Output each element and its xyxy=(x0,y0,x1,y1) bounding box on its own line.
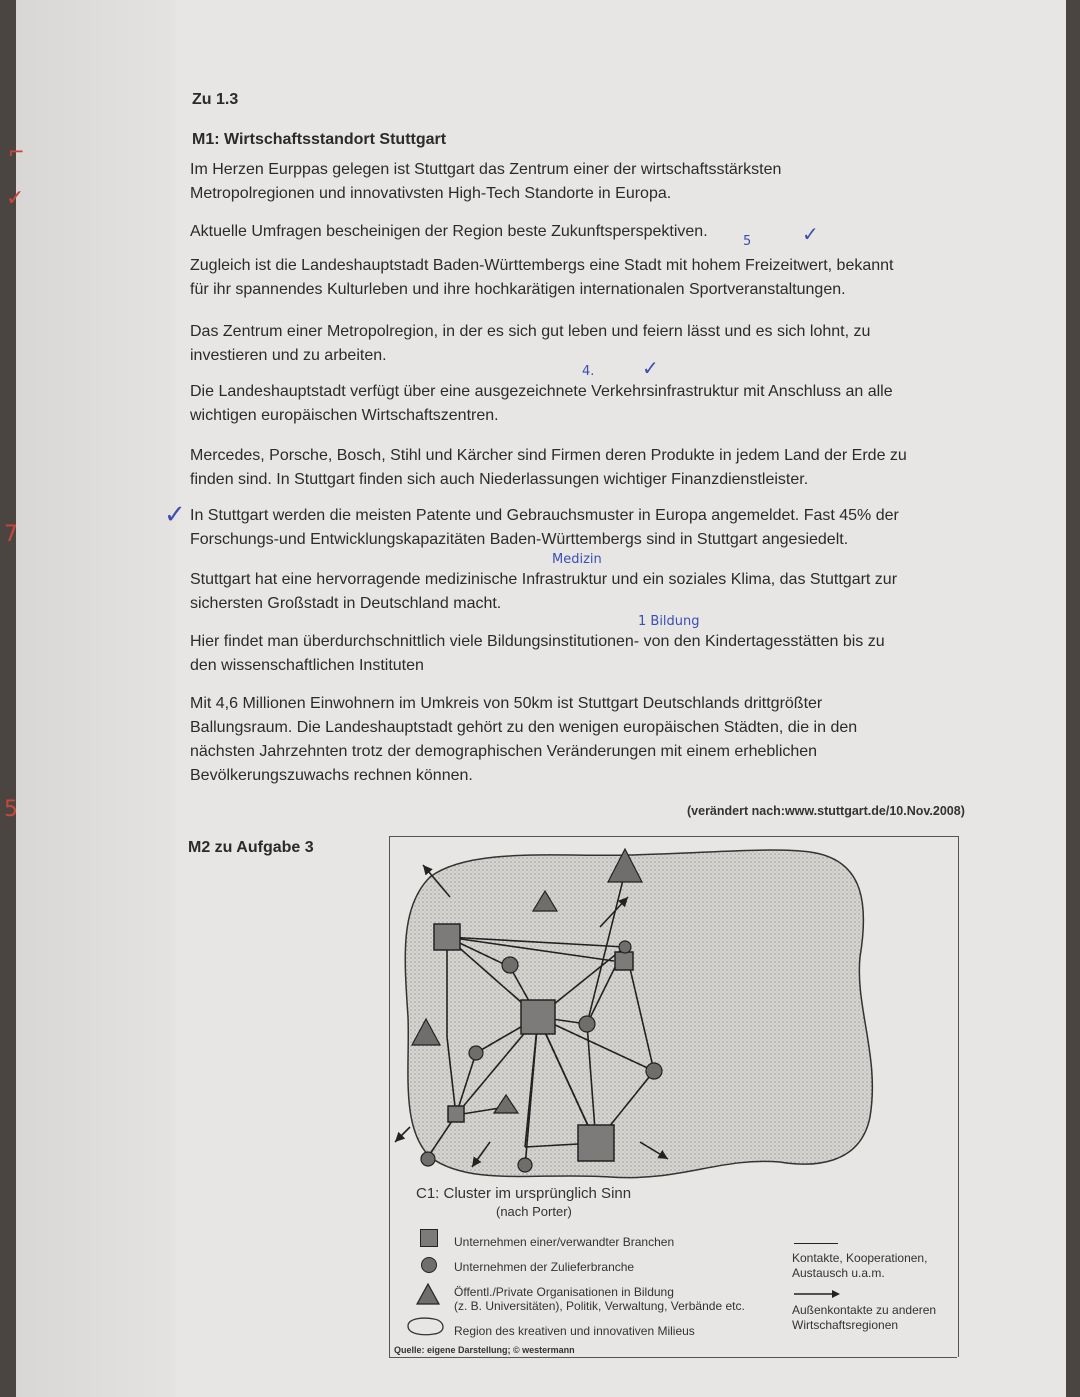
paragraph-1 xyxy=(190,158,970,206)
p7-line2: Forschungs-und Entwicklungskapazitäten Baden-Württembergs sind in Stuttgart angesiedelt. xyxy=(190,531,849,548)
paragraph-2 xyxy=(190,220,970,244)
legend-contacts-2: Austausch u.a.m. xyxy=(792,1266,885,1280)
p9-line1: Hier findet man überdurchschnittlich viele Bildungsinstitutionen- von den Kindertagesstätten bis zu xyxy=(190,633,885,650)
milieu-region xyxy=(405,850,872,1178)
figure-bottom-rule xyxy=(389,1357,957,1358)
p9-line2: den wissenschaftlichen Instituten xyxy=(190,657,424,674)
legend-contacts-1: Kontakte, Kooperationen, xyxy=(792,1251,928,1265)
p10-line4: Bevölkerungszuwachs rechnen können. xyxy=(190,767,473,784)
handwritten-check-icon-3: ✓ xyxy=(164,500,186,530)
p6-line2: finden sind. In Stuttgart finden sich auch Niederlassungen wichtiger Finanzdienstleister. xyxy=(190,471,809,488)
paragraph-6 xyxy=(190,444,970,492)
p7-line1: In Stuttgart werden die meisten Patente und Gebrauchsmuster in Europa angemeldet. Fast 45% der xyxy=(190,507,899,524)
legend-circle-icon xyxy=(421,1257,437,1273)
paragraph-9 xyxy=(190,630,970,678)
p4-line2: investieren und zu arbeiten. xyxy=(190,347,387,364)
handwritten-bildung: 1 Bildung xyxy=(638,614,700,629)
legend-region-icon xyxy=(404,1315,448,1337)
p8-line1: Stuttgart hat eine hervorragende medizinische Infrastruktur und ein soziales Klima, das Stuttgart zur xyxy=(190,571,898,588)
legend-square-icon xyxy=(420,1229,438,1247)
margin-score-7: 7 xyxy=(4,522,18,547)
legend-organisations: Öffentl./Private Organisationen in Bildung xyxy=(454,1285,674,1299)
p1-line1: Im Herzen Eurppas gelegen ist Stuttgart das Zentrum einer der wirtschaftsstärksten xyxy=(190,161,782,178)
source-citation: (verändert nach:www.stuttgart.de/10.Nov.2008) xyxy=(687,804,965,818)
m1-title: M1: Wirtschaftsstandort Stuttgart xyxy=(192,131,447,148)
paragraph-7 xyxy=(190,504,970,552)
p5-line1: Die Landeshauptstadt verfügt über eine ausgezeichnete Verkehrsinfrastruktur mit Anschluss an alle xyxy=(190,383,893,400)
margin-mark-top: ⌐ xyxy=(8,140,25,164)
handwritten-5: 5 xyxy=(743,234,752,249)
p5-line2: wichtigen europäischen Wirtschaftszentren. xyxy=(190,407,499,424)
p8-line2: sichersten Großstadt in Deutschland macht. xyxy=(190,595,502,612)
handwritten-4: 4. xyxy=(582,364,595,379)
p10-line3: nächsten Jahrzehnten trotz der demographischen Veränderungen mit einem erheblichen xyxy=(190,743,818,760)
handwritten-medizin: Medizin xyxy=(552,552,602,567)
p10-line1: Mit 4,6 Millionen Einwohnern im Umkreis von 50km ist Stuttgart Deutschlands drittgrößter xyxy=(190,695,823,712)
legend-arrow-icon xyxy=(792,1289,842,1299)
figure-caption: C1: Cluster im ursprünglich Sinn xyxy=(416,1185,632,1202)
legend-contact-line-icon xyxy=(794,1243,838,1244)
paragraph-4 xyxy=(190,320,970,368)
legend-suppliers: Unternehmen der Zulieferbranche xyxy=(454,1260,635,1274)
legend-triangle-icon xyxy=(416,1283,440,1305)
handwritten-check-icon: ✓ xyxy=(802,222,819,246)
legend-region: Region des kreativen und innovativen Milieus xyxy=(454,1324,695,1338)
paragraph-10 xyxy=(190,692,970,788)
paragraph-5 xyxy=(190,380,970,428)
margin-score-5: 5 xyxy=(4,797,18,822)
margin-check-icon: ✓ xyxy=(6,186,25,211)
m2-title: M2 zu Aufgabe 3 xyxy=(188,839,314,856)
p2-line1: Aktuelle Umfragen bescheinigen der Region beste Zukunftsperspektiven. xyxy=(190,223,708,240)
p10-line2: Ballungsraum. Die Landeshauptstadt gehört zu den wenigen europäischen Städten, die in den xyxy=(190,719,858,736)
legend-companies: Unternehmen einer/verwandter Branchen xyxy=(454,1235,675,1249)
p6-line1: Mercedes, Porsche, Bosch, Stihl und Kärcher sind Firmen deren Produkte in jedem Land der Erde zu xyxy=(190,447,907,464)
paragraph-3 xyxy=(190,254,970,302)
p4-line1: Das Zentrum einer Metropolregion, in der es sich gut leben und feiern lässt und es sich lohnt, zu xyxy=(190,323,871,340)
figure-credit: Quelle: eigene Darstellung; © westermann xyxy=(394,1345,575,1355)
handwritten-check-icon-2: ✓ xyxy=(642,356,659,380)
figure-subcaption: (nach Porter) xyxy=(496,1204,572,1219)
p3-line1: Zugleich ist die Landeshauptstadt Baden-Württembergs eine Stadt mit hohem Freizeitwert, bekannt xyxy=(190,257,894,274)
legend-external-2: Wirtschaftsregionen xyxy=(792,1318,899,1332)
cluster-figure xyxy=(389,836,959,1357)
legend-organisations-2: (z. B. Universitäten), Politik, Verwaltung, Verbände etc. xyxy=(454,1299,745,1313)
paragraph-8 xyxy=(190,568,970,616)
legend-external-1: Außenkontakte zu anderen xyxy=(792,1303,937,1317)
page-margin xyxy=(16,0,176,1397)
section-heading: Zu 1.3 xyxy=(192,91,239,108)
p1-line2: Metropolregionen und innovativsten High-Tech Standorte in Europa. xyxy=(190,185,672,202)
p3-line2: für ihr spannendes Kulturleben und ihre hochkarätigen internationalen Sportveranstaltungen. xyxy=(190,281,846,298)
